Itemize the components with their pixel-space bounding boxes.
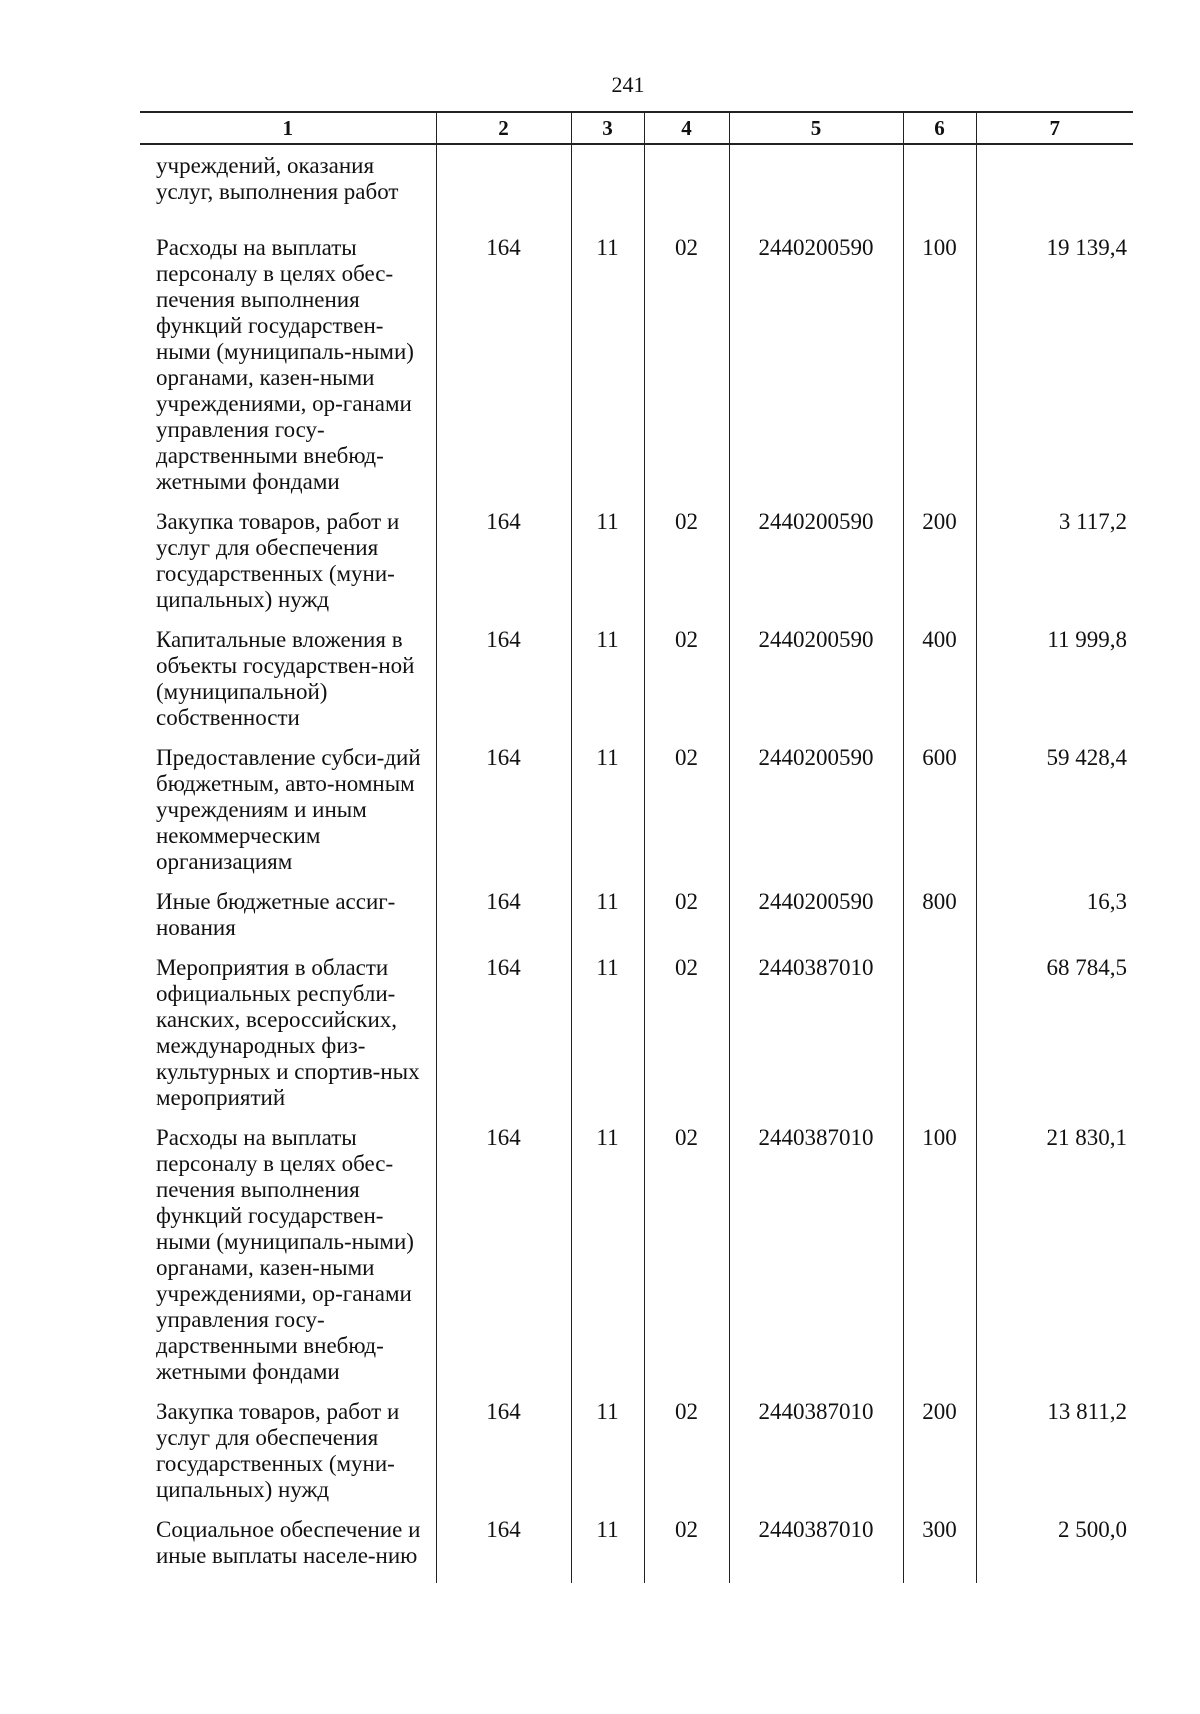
header-col-1: 1 (140, 112, 436, 144)
row-subsection: 02 (644, 509, 729, 627)
row-section: 11 (571, 955, 644, 1125)
header-col-4: 4 (644, 112, 729, 144)
row-description: Закупка товаров, работ и услуг для обеспечения государственных (муни-ципальных) нужд (140, 509, 436, 627)
row-description: учреждений, оказания услуг, выполнения работ (140, 144, 436, 219)
row-expense-type: 200 (903, 509, 976, 627)
table-row (140, 745, 1133, 889)
row-expense-type: 100 (903, 219, 976, 509)
header-col-5: 5 (729, 112, 903, 144)
row-target-code: 2440200590 (729, 889, 903, 955)
header-col-7: 7 (976, 112, 1133, 144)
row-target-code: 2440200590 (729, 509, 903, 627)
row-expense-type: 100 (903, 1125, 976, 1399)
table-row (140, 1399, 1133, 1517)
row-section: 11 (571, 745, 644, 889)
row-amount: 3 117,2 (976, 509, 1133, 627)
page-number: 241 (611, 72, 645, 97)
row-target-code: 2440387010 (729, 955, 903, 1125)
row-amount: 16,3 (976, 889, 1133, 955)
row-description: Предоставление субси-дий бюджетным, авто-номным учреждениям и иным некоммерческим организациям (140, 745, 436, 889)
row-description: Социальное обеспечение и иные выплаты населе-нию (140, 1517, 436, 1583)
row-amount: 21 830,1 (976, 1125, 1133, 1399)
row-subsection: 02 (644, 1399, 729, 1517)
row-subsection: 02 (644, 889, 729, 955)
row-section: 11 (571, 219, 644, 509)
row-expense-type: 800 (903, 889, 976, 955)
row-subsection: 02 (644, 627, 729, 745)
budget-table (140, 111, 1133, 1583)
table-row (140, 144, 1133, 219)
row-section: 11 (571, 1399, 644, 1517)
row-expense-type (903, 955, 976, 1125)
row-admin-code: 164 (436, 627, 571, 745)
header-col-3: 3 (571, 112, 644, 144)
row-amount: 19 139,4 (976, 219, 1133, 509)
row-amount: 2 500,0 (976, 1517, 1133, 1583)
header-col-6: 6 (903, 112, 976, 144)
table-row (140, 509, 1133, 627)
row-subsection: 02 (644, 1517, 729, 1583)
row-admin-code: 164 (436, 1125, 571, 1399)
row-target-code (729, 144, 903, 219)
table-body (140, 144, 1133, 1583)
row-section (571, 144, 644, 219)
row-admin-code: 164 (436, 745, 571, 889)
row-admin-code: 164 (436, 509, 571, 627)
row-target-code: 2440387010 (729, 1125, 903, 1399)
row-subsection: 02 (644, 219, 729, 509)
row-subsection: 02 (644, 745, 729, 889)
row-subsection: 02 (644, 1125, 729, 1399)
row-admin-code: 164 (436, 219, 571, 509)
row-target-code: 2440200590 (729, 219, 903, 509)
row-section: 11 (571, 627, 644, 745)
row-target-code: 2440387010 (729, 1399, 903, 1517)
row-section: 11 (571, 1125, 644, 1399)
table-row (140, 627, 1133, 745)
table-row (140, 1125, 1133, 1399)
row-target-code: 2440200590 (729, 627, 903, 745)
table-header (140, 112, 1133, 144)
row-admin-code: 164 (436, 1517, 571, 1583)
row-amount: 11 999,8 (976, 627, 1133, 745)
row-section: 11 (571, 1517, 644, 1583)
row-admin-code (436, 144, 571, 219)
row-admin-code: 164 (436, 1399, 571, 1517)
row-subsection (644, 144, 729, 219)
row-expense-type (903, 144, 976, 219)
row-amount: 59 428,4 (976, 745, 1133, 889)
table-row (140, 955, 1133, 1125)
row-admin-code: 164 (436, 889, 571, 955)
row-description: Мероприятия в области официальных республи-канских, всероссийских, международных физ-культурных и спортив-ных мероприятий (140, 955, 436, 1125)
header-row (140, 112, 1133, 144)
row-section: 11 (571, 509, 644, 627)
row-subsection: 02 (644, 955, 729, 1125)
row-description: Капитальные вложения в объекты государствен-ной (муниципальной) собственности (140, 627, 436, 745)
row-target-code: 2440387010 (729, 1517, 903, 1583)
row-expense-type: 300 (903, 1517, 976, 1583)
row-expense-type: 400 (903, 627, 976, 745)
row-amount: 13 811,2 (976, 1399, 1133, 1517)
row-description: Иные бюджетные ассиг-нования (140, 889, 436, 955)
table-row (140, 219, 1133, 509)
row-admin-code: 164 (436, 955, 571, 1125)
row-section: 11 (571, 889, 644, 955)
row-expense-type: 200 (903, 1399, 976, 1517)
row-amount (976, 144, 1133, 219)
row-description: Расходы на выплаты персоналу в целях обес-печения выполнения функций государствен-ными (муниципаль-ными) органами, казен-ными учреждениями, ор-ганами управления госу-дарственными внебюд-жетными фондами (140, 1125, 436, 1399)
row-description: Расходы на выплаты персоналу в целях обес-печения выполнения функций государствен-ными (муниципаль-ными) органами, казен-ными учреждениями, ор-ганами управления госу-дарственными внебюд-жетными фондами (140, 219, 436, 509)
row-description: Закупка товаров, работ и услуг для обеспечения государственных (муни-ципальных) нужд (140, 1399, 436, 1517)
table-row (140, 1517, 1133, 1583)
row-expense-type: 600 (903, 745, 976, 889)
row-amount: 68 784,5 (976, 955, 1133, 1125)
row-target-code: 2440200590 (729, 745, 903, 889)
table-row (140, 889, 1133, 955)
header-col-2: 2 (436, 112, 571, 144)
